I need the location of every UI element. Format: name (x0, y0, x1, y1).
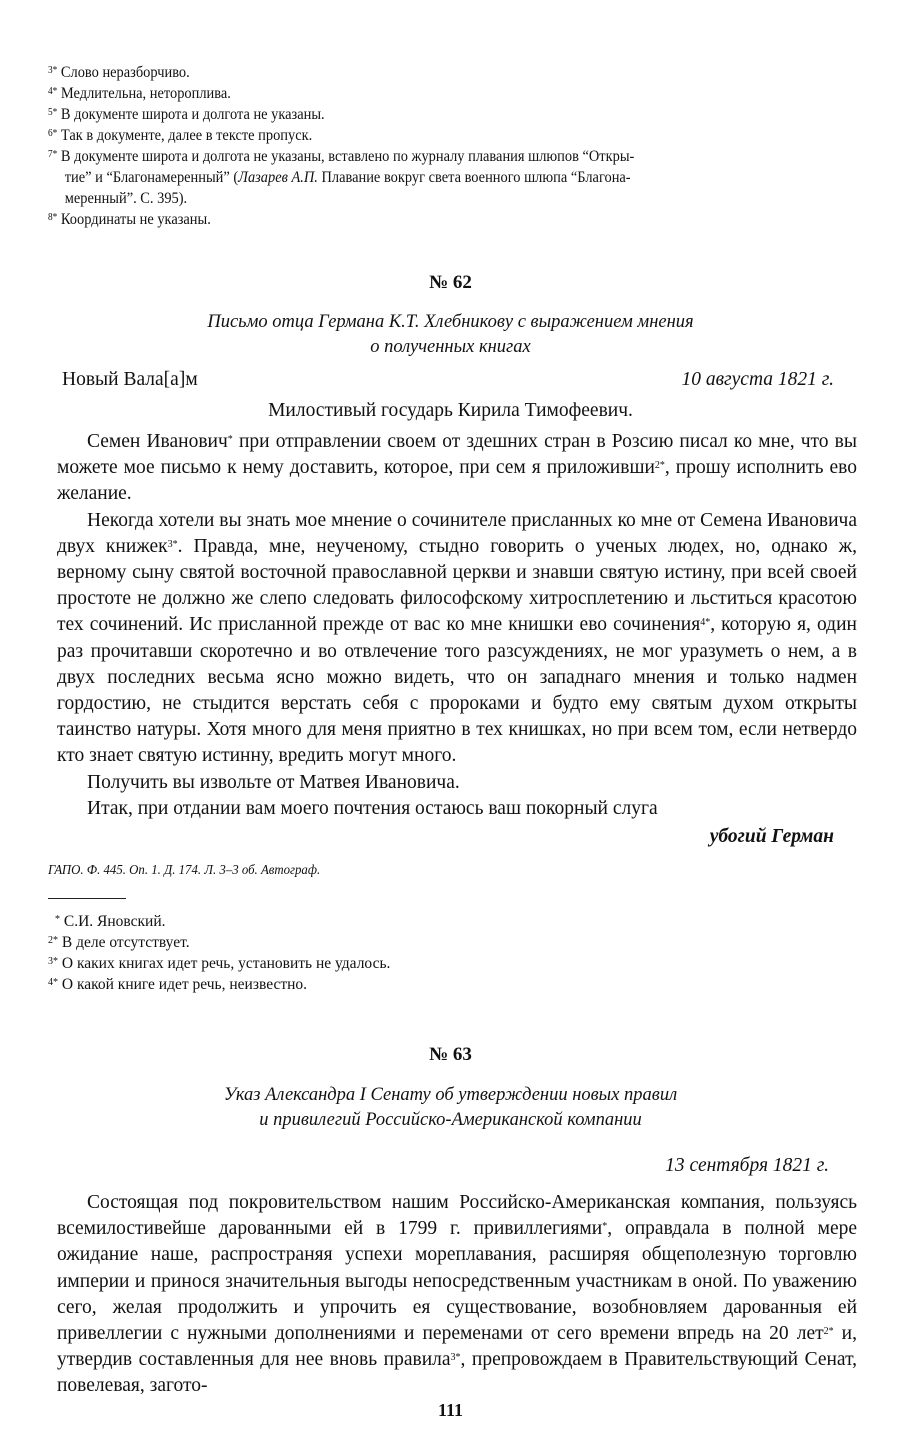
document-date: 10 августа 1821 г. (681, 369, 834, 390)
footnote-divider (48, 898, 126, 899)
paragraph: Состоящая под покровительством нашим Российско-Американская компания, пользуясь всемилостивейше дарованными ей в 1799 г. привиллегиями*, оправдала в полной мере ожидание наше, распространяя успехи мореплавания, расширяя общеполезную торговлю империи и принося значительныя выгоды непосредственным участникам в оной. По уважению сего, желая продолжить и упрочить ея существование, возобновляем дарованныя ей привеллегии с нужными дополнениями и переменами от сего времени впредь на 20 лет$^{2*}$ и, утвердив составленныя для нее вновь правила$^{3*}$, препровождаем в Правительствующий Сенат, повелевая, загото- (57, 1192, 857, 1397)
letter-body (57, 429, 857, 822)
document-number-63: № 63 (429, 1044, 472, 1065)
decree-body (57, 1190, 857, 1400)
paragraph: Семен Иванович* при отправлении своем от здешних стран в Розсию писал ко мне, что вы можете мое письмо к нему доставить, которое, при сем я приложивши$^{2*}$, прошу исполнить ево желание. (57, 431, 857, 505)
page-number: 111 (437, 1400, 463, 1420)
archive-source: ГАПО. Ф. 445. Оп. 1. Д. 174. Л. 3–3 об. Автограф. (48, 862, 321, 877)
paragraph: Итак, при отдании вам моего почтения остаюсь ваш покорный слуга (87, 797, 658, 819)
footnote: * С.И. Яновский. (55, 913, 166, 930)
paragraph: Получить вы извольте от Матвея Ивановича. (87, 771, 460, 793)
document-62-title: Письмо отца Германа К.Т. Хлебникову с выражением мнения о полученных книгах (207, 312, 694, 357)
document-number-62: № 62 (429, 272, 472, 293)
place-of-writing: Новый Вала[а]м (62, 369, 198, 390)
salutation: Милостивый государь Кирила Тимофеевич. (268, 400, 633, 421)
footnote-4: $^{4*}$ Медлительна, нетороплива. (48, 85, 231, 102)
footnote-5: $^{5*}$ В документе широта и долгота не указаны. (48, 106, 325, 123)
footnote: $^{3*}$ О каких книгах идет речь, установить не удалось. (48, 955, 391, 972)
footnote-6: $^{6*}$ Так в документе, далее в тексте пропуск. (48, 127, 313, 144)
footnote-7: $^{7*}$ В документе широта и долгота не указаны, вставлено по журналу плавания шлюпов “Откры- тие” и “Благонамеренный” (Лазарев А.П. Плавание вокруг света военного шлюпа “Благона- меренный”. С. 395). (48, 148, 635, 207)
paragraph: Некогда хотели вы знать мое мнение о сочинителе присланных ко мне от Семена Ивановича двух книжек$^{3*}$. Правда, мне, неученому, стыдно говорить о ученых людех, но, однако ж, верному сыну святой восточной православной церкви и знавши святую истину, при всей своей простоте не должно же слепо следовать философскому хитросплетению и льститься красотою тех сочинений. Ис присланной прежде от вас ко мне книшки ево сочинения$^{4*}$, которую я, один раз прочитавши скоротечно и во отвлечение того разсуждениях, не мог уразуметь о нем, а в двух последних весьма ясно можно видеть, что он западнаго мнения и только надмен гордостию, не стыдится верстать себя с пророками и будто ему святым духом открыты таинство натуры. Хотя много для меня приятно в тех книшках, но при всем том, если нетвердо кто знает святую истинну, вредить могут много. (57, 509, 857, 767)
footnote-3: $^{3*}$ Слово неразборчиво. (48, 64, 190, 81)
footnote: $^{2*}$ В деле отсутствует. (48, 934, 190, 951)
footnote-8: $^{8*}$ Координаты не указаны. (48, 211, 211, 228)
signature: убогий Герман (709, 826, 834, 847)
document-63-title: Указ Александра I Сенату об утверждении новых правил и привилегий Российско-Американской компании (223, 1085, 678, 1130)
document-date: 13 сентября 1821 г. (665, 1155, 829, 1176)
footnote: $^{4*}$ О какой книге идет речь, неизвестно. (48, 976, 308, 993)
